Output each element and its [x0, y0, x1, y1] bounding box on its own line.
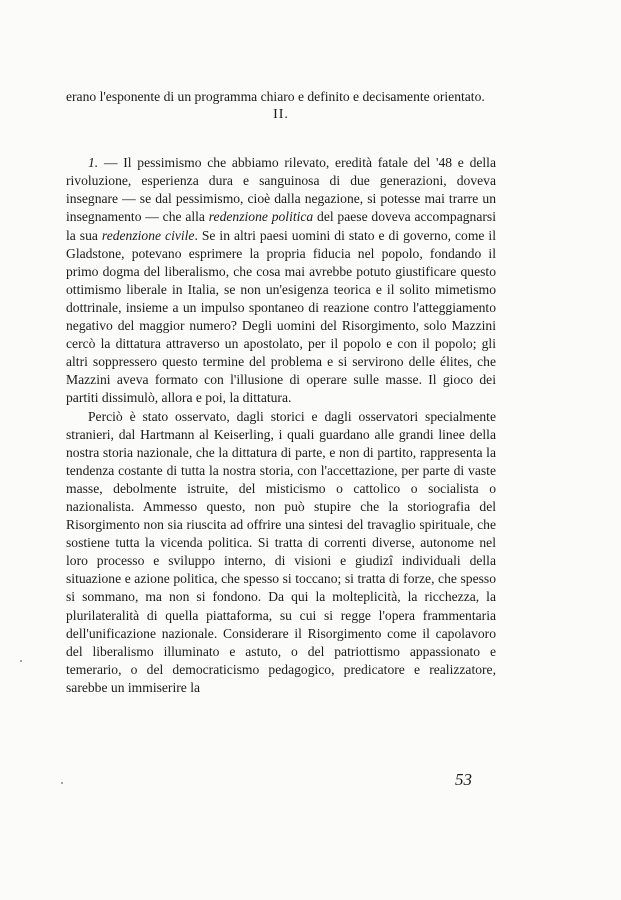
- opening-paragraph: erano l'esponente di un programma chiaro e definito e decisamente orientato.: [66, 89, 485, 104]
- paragraph-1-emphasis-civile: redenzione civile: [101, 227, 195, 243]
- paragraph-1-number: 1.: [88, 155, 99, 171]
- scan-speck: [20, 660, 22, 662]
- paragraph-2: Perciò è stato osservato, dagli storici e dagli osservatori specialmente stranieri, dal Hartmann al Keiserling, i quali guardano alle grandi linee della nostra storia nazionale, che la dittatura di parte, e non di partito, rappresenta la tendenza costante di tutta la nostra storia, con l'accettazione, per parte di vaste masse, debolmente istruite, del misticismo o cattolico o socialista o nazionalista. Ammesso questo, non può stupire che la storiografia del Risorgimento non sia riuscita ad offrire una sintesi del travaglio spirituale, che sostiene tutta la vicenda politica. Si tratta di correnti diverse, autonome nel loro processo e sviluppo interno, di visioni e giudizî individuali della situazione e azione politica, che spesso si toccano; si tratta di forze, che spesso si sommano, ma non si fondono. Da qui la molteplicità, la ricchezza, la plurilateralità di quella piattaforma, su cui si regge l'opera frammentaria dell'unificazione nazionale. Considerare il Risorgimento come il capolavoro del liberalismo illuminato e astuto, o del patriottismo appassionato e temerario, o del democraticismo pedagogico, predicatore e realizzatore, sarebbe un immiserire la: [66, 408, 496, 695]
- section-heading: II.: [273, 107, 289, 123]
- text-block: [66, 88, 496, 697]
- paragraph-1-emphasis-politica: redenzione politica: [208, 209, 314, 225]
- paragraph-1-text-c: . Se in altri paesi uomini di stato e di governo, come il Gladstone, potevano esprimere la propria fiducia nel popolo, fondando il primo dogma del liberalismo, che cosa mai avrebbe potuto giustificare questo ottimismo liberale in Italia, se non un'esigenza teorica e il solito mimetismo dottrinale, insieme a un impulso spontaneo di reazione contro l'atteggiamento negativo del maggior numero? Degli uomini del Risorgimento, solo Mazzini cercò la dittatura attraverso un apostolato, per il popolo e con il popolo; gli altri soppressero questo termine del problema e si servirono delle élites, che Mazzini aveva formato con l'illusione di operare sulle masse. Il gioco dei partiti dissimulò, allora e poi, la dittatura.: [66, 227, 496, 406]
- paragraph-1: [66, 154, 496, 407]
- page-number: 53: [455, 770, 472, 789]
- paragraph-1-text-b: del paese doveva accompagnarsi la sua: [66, 209, 496, 243]
- scan-speck: [61, 782, 63, 784]
- paragraph-1-text-a: — Il pessimismo che abbiamo rilevato, eredità fatale del '48 e della rivoluzione, esperienza dura e sanguinosa di due generazioni, doveva insegnare — se dal pessimismo, cioè dalla negazione, si potesse mai trarre un insegnamento — che alla: [66, 155, 496, 225]
